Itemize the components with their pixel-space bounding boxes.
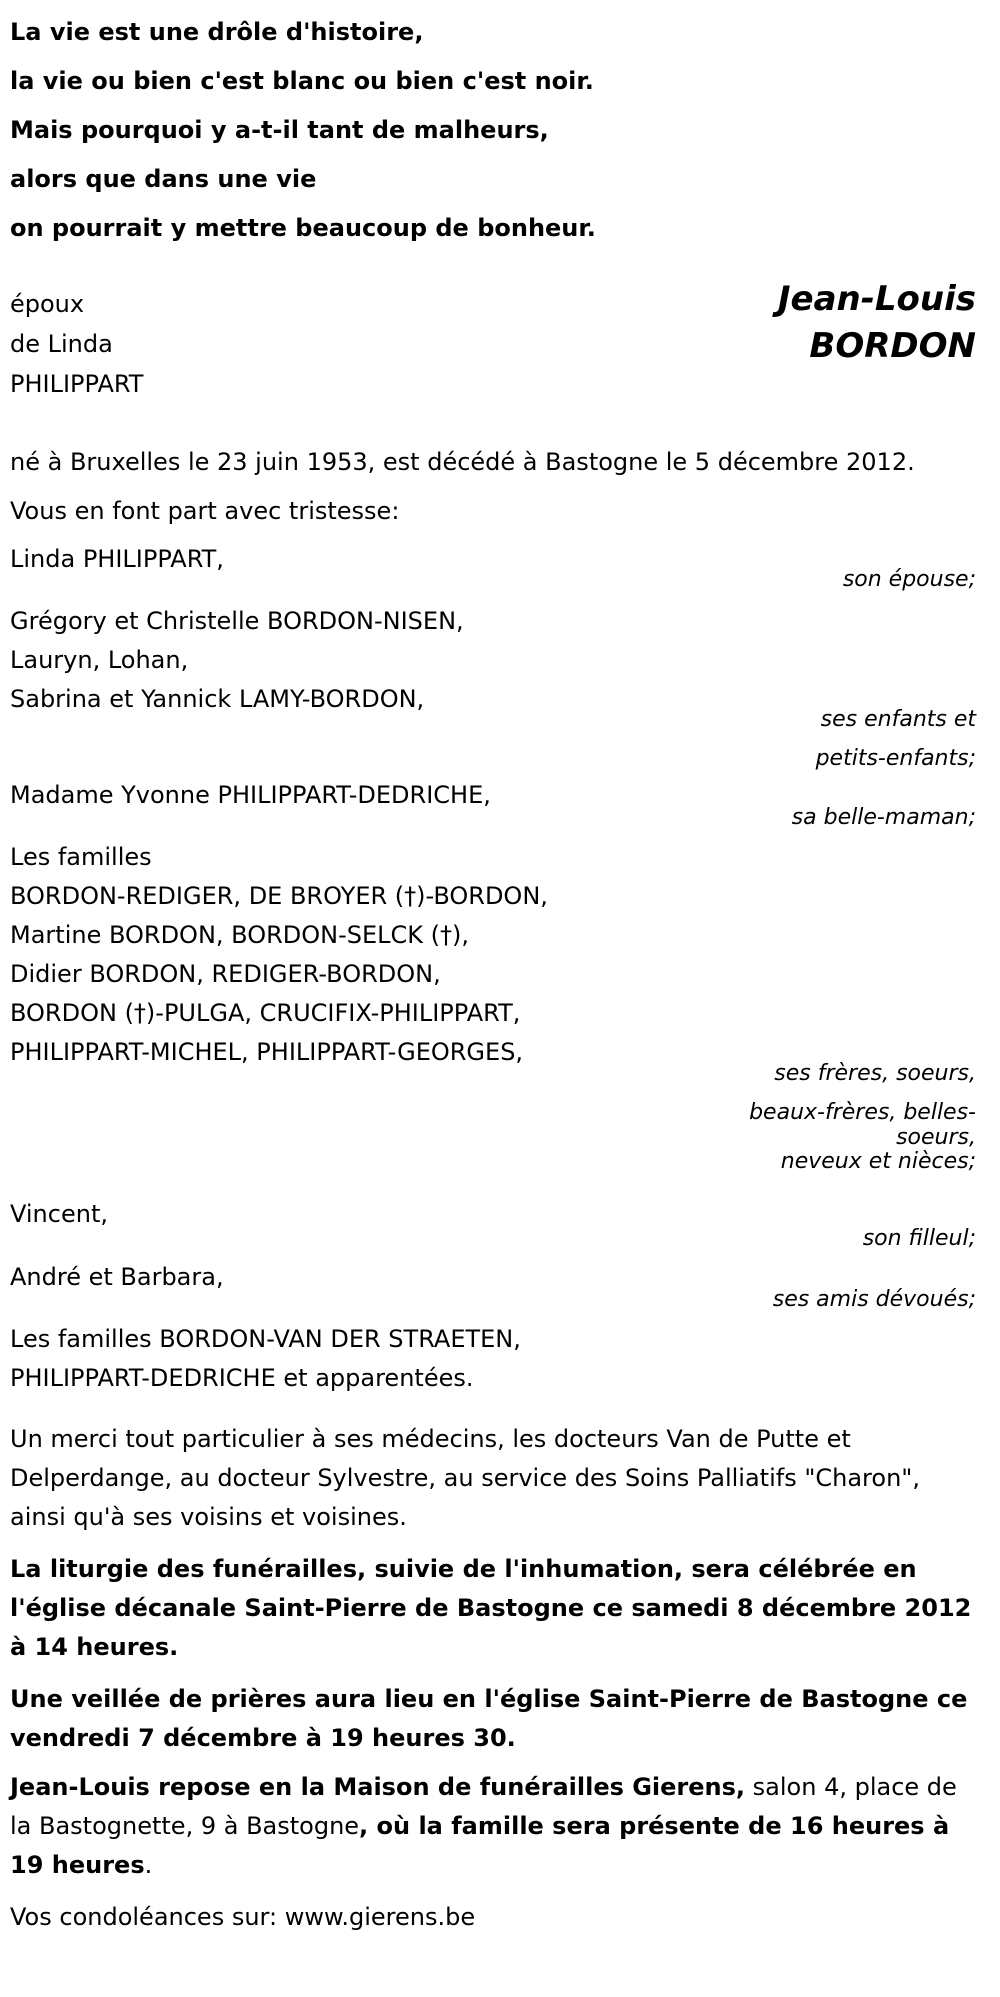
mourner-relation	[792, 798, 976, 837]
mourner-name: Sabrina et Yannick LAMY-BORDON,	[10, 685, 425, 713]
mourner-name: Linda PHILIPPART,	[10, 545, 224, 573]
mourner-name: Lauryn, Lohan,	[10, 646, 189, 674]
mourner-names	[10, 1195, 108, 1234]
deceased-first-name: Jean-Louis	[777, 279, 976, 319]
mourner-relation	[843, 560, 976, 599]
mourner-relation	[749, 1054, 976, 1132]
relation-line: neveux et nièces;	[780, 1149, 976, 1174]
spouse-note-line: de Linda	[10, 330, 113, 358]
poem-line: Mais pourquoi y a-t-il tant de malheurs,	[10, 116, 549, 144]
relation-line: ses amis dévoués;	[772, 1287, 976, 1312]
mourner-relation	[863, 1219, 976, 1258]
rest-bold-2: , où la famille sera présente de 16 heures à 19 heures	[10, 1812, 950, 1879]
mourner-names	[10, 602, 464, 719]
mourner-relation	[781, 1126, 976, 1174]
mourner-name: BORDON-REDIGER, DE BROYER (†)-BORDON,	[10, 882, 548, 910]
other-families	[10, 1320, 521, 1398]
mourner-name: PHILIPPART-MICHEL, PHILIPPART-GEORGES,	[10, 1038, 524, 1066]
poem-line: la vie ou bien c'est blanc ou bien c'est noir.	[10, 67, 594, 95]
relation-line: soeurs,	[896, 1125, 976, 1150]
relation-line: petits-enfants;	[815, 746, 976, 771]
relation-line: son filleul;	[862, 1226, 976, 1251]
mourner-name: BORDON (†)-PULGA, CRUCIFIX-PHILIPPART,	[10, 999, 521, 1027]
spouse-note	[10, 284, 143, 404]
poem-line: La vie est une drôle d'histoire,	[10, 18, 424, 46]
spouse-note-line: PHILIPPART	[10, 370, 144, 398]
vigil-paragraph: Une veillée de prières aura lieu en l'église Saint-Pierre de Bastogne ce vendredi 7 décembre à 19 heures 30.	[10, 1685, 968, 1752]
deceased-name	[778, 276, 976, 370]
thanks-paragraph: Un merci tout particulier à ses médecins, les docteurs Van de Putte et Delperdange, au docteur Sylvestre, au service des Soins Palliatifs "Charon", ainsi qu'à ses voisins et voisines.	[10, 1425, 920, 1531]
mourner-name: Les familles	[10, 843, 152, 871]
birth-death: né à Bruxelles le 23 juin 1953, est décédé à Bastogne le 5 décembre 2012.	[10, 448, 915, 476]
poem-line: on pourrait y mettre beaucoup de bonheur.	[10, 214, 596, 242]
relation-line: ses enfants et	[820, 707, 976, 732]
relation-line: son épouse;	[842, 567, 976, 592]
mourner-names	[10, 776, 491, 815]
relation-line: beaux-frères, belles-	[749, 1100, 976, 1125]
mourner-names	[10, 1258, 224, 1297]
mourner-name: Grégory et Christelle BORDON-NISEN,	[10, 607, 464, 635]
family-line: Les familles BORDON-VAN DER STRAETEN,	[10, 1325, 521, 1353]
mourner-relation	[816, 700, 976, 778]
rest-normal-1: salon 4, place de la Bastognette, 9 à Bastogne	[10, 1773, 957, 1840]
relation-line: ses frères, soeurs,	[774, 1061, 976, 1086]
rest-bold-1: Jean-Louis repose en la Maison de funérailles Gierens,	[10, 1773, 746, 1801]
mourner-names	[10, 838, 548, 1072]
mourner-name: André et Barbara,	[10, 1263, 224, 1291]
poem-line: alors que dans une vie	[10, 165, 317, 193]
relation-line: sa belle-maman;	[791, 805, 976, 830]
spouse-note-line: époux	[10, 290, 85, 318]
mourner-relation	[773, 1280, 976, 1319]
condolences: Vos condoléances sur: www.gierens.be	[10, 1903, 476, 1931]
mourner-name: Martine BORDON, BORDON-SELCK (†),	[10, 921, 469, 949]
announcement: Vous en font part avec tristesse:	[10, 497, 400, 525]
funeral-paragraph: La liturgie des funérailles, suivie de l'inhumation, sera célébrée en l'église décanale Saint-Pierre de Bastogne ce samedi 8 décembre 2012 à 14 heures.	[10, 1555, 972, 1661]
mourner-name: Didier BORDON, REDIGER-BORDON,	[10, 960, 441, 988]
mourner-names	[10, 540, 224, 579]
mourner-name: Madame Yvonne PHILIPPART-DEDRICHE,	[10, 781, 491, 809]
poem	[10, 8, 596, 253]
mourner-name: Vincent,	[10, 1200, 108, 1228]
deceased-last-name: BORDON	[809, 326, 976, 366]
family-line: PHILIPPART-DEDRICHE et apparentées.	[10, 1364, 474, 1392]
rest-normal-2: .	[144, 1851, 153, 1879]
rest-paragraph	[10, 1768, 976, 1885]
